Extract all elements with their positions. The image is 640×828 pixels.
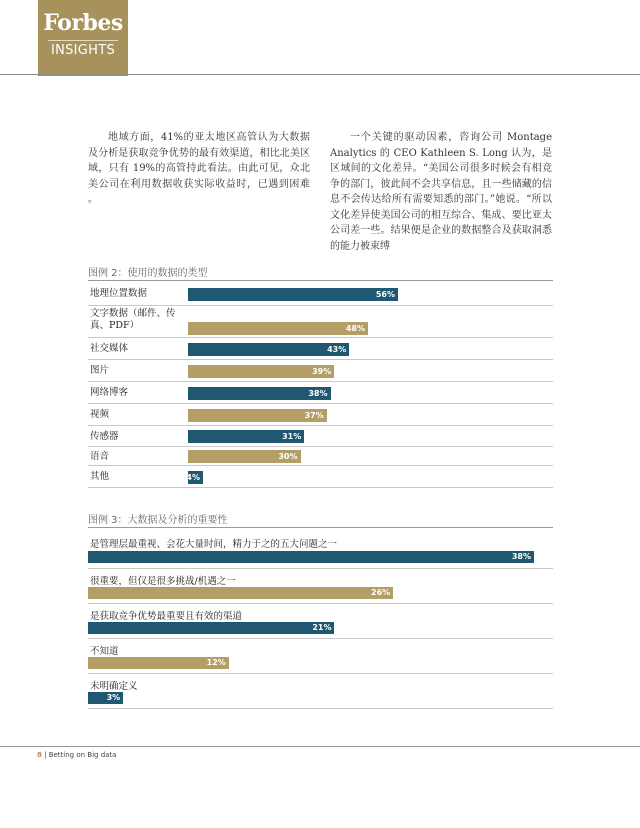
header-rule (0, 74, 640, 75)
figure-2-value-label: 48% (345, 324, 365, 333)
figure-2-value-label: 4% (186, 472, 200, 482)
figure-2-category-label-line: 地理位置数据 (90, 288, 148, 299)
figure-2-category-label (90, 471, 109, 483)
figure-2-bar (188, 430, 304, 443)
page-number: 8 (37, 751, 42, 759)
figure-2-category-label-line: 真、PDF） (90, 320, 140, 331)
page-footer (37, 751, 116, 759)
figure-2-bar (188, 322, 368, 335)
figure-3-category-label: 是获取竞争优势最重要且有效的渠道 (90, 611, 243, 622)
figure-3-category-label: 是管理层最重视、会花大量时间，精力于之的五大问题之一 (90, 539, 338, 550)
body-column-right (330, 130, 552, 254)
figure-2-category-label-line: 社交媒体 (90, 343, 129, 354)
figure-3-category-label: 很重要，但仅是很多挑战/机遇之一 (90, 576, 236, 587)
figure-2-row (88, 404, 553, 426)
figure-2-category-label-line: 传感器 (90, 430, 119, 442)
figure-2-value-label: 43% (327, 344, 347, 354)
figure-2-title: 图例 2：使用的数据的类型 (88, 268, 208, 279)
figure-2-category-label-line: 网络博客 (90, 387, 129, 398)
body-column-left (88, 130, 310, 208)
figure-2-category-label-line: 文字数据（邮件、传 (90, 308, 176, 319)
figure-2-category-label-line: 语音 (90, 450, 110, 462)
figure-3-row-divider (88, 638, 553, 639)
figure-2-bar (188, 471, 203, 484)
figure-3-row-divider (88, 708, 553, 709)
figure-2-row-divider (88, 487, 553, 488)
paragraph-left: 地域方面，41%的亚太地区高管认为大数据及分析是获取竞争优势的最有效渠道，相比北美区域，只有 19%的高管持此看法。由此可见，众北美公司在利用数据收获实际收益时，已遇到困难 。 (88, 132, 310, 205)
figure-3-category-label: 未明确定义 (90, 681, 138, 692)
figure-2-row (88, 382, 553, 404)
logo-brand: Forbes (43, 10, 123, 36)
footer-title: Betting on Big data (48, 751, 117, 759)
figure-3-value-label: 38% (511, 552, 531, 561)
figure-2-category-label (90, 451, 109, 463)
figure-2-category-label (90, 288, 147, 300)
footer-rule (0, 746, 640, 747)
forbes-insights-logo[interactable] (38, 0, 128, 76)
figure-2-row (88, 338, 553, 360)
figure-2-category-label-line: 视频 (90, 409, 110, 420)
figure-3-top-rule (88, 527, 553, 528)
figure-2-category-label (90, 387, 128, 399)
figure-3-bar (88, 551, 534, 563)
figure-3-value-label: 26% (371, 588, 391, 597)
figure-2-row (88, 360, 553, 382)
figure-2-row (88, 426, 553, 447)
figure-2-category-label-line: 其他 (90, 471, 110, 482)
figure-2-value-label: 37% (304, 410, 324, 420)
figure-2-row (88, 306, 553, 338)
figure-3-value-label: 3% (106, 693, 121, 702)
figure-2-bar (188, 450, 301, 463)
logo-subtitle: INSIGHTS (50, 43, 116, 58)
figure-3-bar (88, 587, 393, 599)
logo-divider (48, 40, 118, 41)
figure-2-bar (188, 343, 349, 356)
figure-3-bar (88, 622, 334, 634)
figure-2-category-label (90, 343, 128, 355)
figure-2-row (88, 447, 553, 466)
figure-3-value-label: 21% (312, 623, 332, 632)
paragraph-right: 一个关键的驱动因素，咨询公司 Montage Analytics 的 CEO Kathleen S. Long 认为，是区域间的文化差异。“美国公司很多时候会有相竞争的部门，彼此间不会共享信息，且一些储藏的信息不会传达给所有需要知悉的部门。”她说。“所以文化差异使美国公司的相互综合、集成、要比亚太公司差一些。结果便是企业的数据整合及获取洞悉的能力被束缚 (330, 132, 552, 252)
figure-2-category-label (90, 365, 109, 377)
figure-2-category-label-line: 图片 (90, 365, 110, 376)
figure-2-row (88, 282, 553, 306)
figure-3-bar (88, 692, 123, 704)
figure-3-title: 图例 3：大数据及分析的重要性 (88, 515, 228, 526)
figure-2-row (88, 466, 553, 488)
figure-3-category-label: 不知道 (90, 646, 119, 657)
figure-2-value-label: 31% (282, 432, 302, 441)
figure-2-value-label: 39% (312, 366, 332, 376)
figure-2-category-label (90, 431, 119, 443)
footer-separator: | (41, 751, 49, 759)
figure-2-category-label (90, 409, 109, 421)
figure-2-bar (188, 288, 398, 301)
figure-3-value-label: 12% (206, 658, 226, 667)
figure-2-bar (188, 409, 327, 422)
figure-2-category-label (90, 308, 176, 332)
figure-3-bar (88, 657, 229, 669)
figure-3-row-divider (88, 673, 553, 674)
page-header (0, 0, 640, 76)
figure-2-value-label: 56% (375, 289, 395, 299)
figure-3-row-divider (88, 568, 553, 569)
figure-2-bar (188, 365, 334, 378)
figure-2-value-label: 38% (308, 388, 328, 398)
figure-2-bar (188, 387, 331, 400)
figure-2-top-rule (88, 280, 553, 281)
figure-2-value-label: 30% (278, 452, 298, 461)
figure-3-row-divider (88, 603, 553, 604)
